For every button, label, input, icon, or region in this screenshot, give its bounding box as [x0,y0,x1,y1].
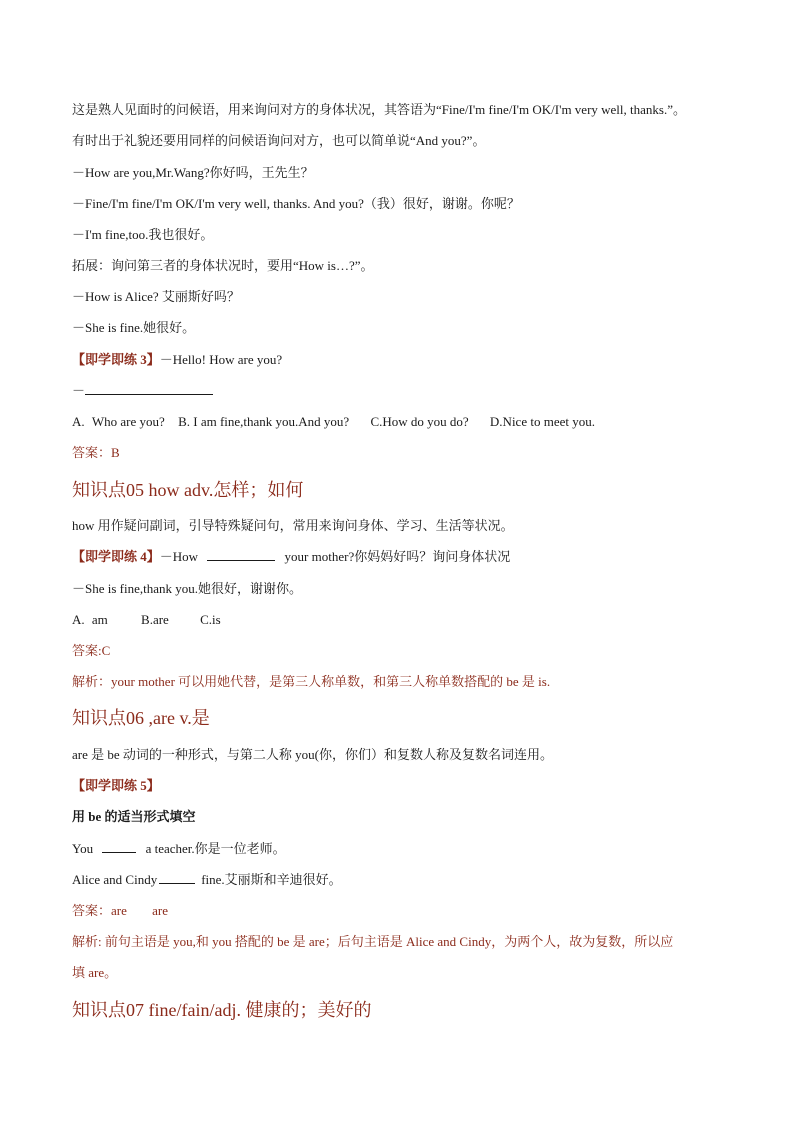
practice-5-tag: 【即学即练 5】 [72,778,160,793]
option-a-label: A. [72,612,85,627]
practice-3-text: －Hello! How are you? [159,352,283,367]
practice-4-tag: 【即学即练 4】 [72,549,160,564]
extension-note: 拓展：询问第三者的身体状况时，要用“How is…?”。 [72,258,374,273]
sentence-1-blank [102,840,136,853]
practice-4-analysis: 解析：your mother 可以用她代替，是第三人称单数，和第三人称单数搭配的 be 是 is. [72,674,551,689]
practice-3-tag: 【即学即练 3】 [72,352,160,367]
sentence-2-blank [159,871,195,884]
practice-4-pre: －How [159,549,199,564]
practice-4-blank [207,548,275,561]
sentence-2-post: fine.艾丽斯和辛迪很好。 [201,872,342,887]
sentence-1-post: a teacher.你是一位老师。 [145,841,286,856]
practice-4-options [72,611,221,629]
answer-dash: － [72,383,86,398]
intro-line-2: 有时出于礼貌还要用同样的问候语询问对方，也可以简单说“And you?”。 [72,133,486,148]
option-b: B.are [141,612,169,627]
practice-4-answer: 答案:C [72,643,111,658]
option-d: D.Nice to meet you. [489,414,595,429]
option-a: am [91,612,108,627]
knowledge-point-05-heading: 知识点05 how adv.怎样；如何 [72,480,304,500]
practice-3-answer: 答案：B [72,445,120,460]
example-line-1: －How are you,Mr.Wang?你好吗，王先生？ [72,165,314,180]
practice-4-question [72,548,510,566]
knowledge-point-06-heading: 知识点06 ,are v.是 [72,708,210,728]
option-a-label: A. [72,414,85,429]
kp06-description: are 是 be 动词的一种形式，与第二人称 you(你，你们）和复数人称及复数名词连用。 [72,747,553,762]
option-b: B. I am fine,thank you.And you? [178,414,350,429]
kp05-description: how 用作疑问副词，引导特殊疑问句，常用来询问身体、学习、生活等状况。 [72,518,514,533]
option-c: C.How do you do? [370,414,469,429]
option-a: Who are you? [91,414,165,429]
practice-5-sentence-1 [72,840,286,858]
option-c: C.is [200,612,221,627]
knowledge-point-07-heading: 知识点07 fine/fain/adj. 健康的；美好的 [72,1000,372,1020]
sentence-2-pre: Alice and Cindy [72,872,158,887]
practice-3-question [72,351,282,369]
example-line-5: －She is fine.她很好。 [72,320,196,335]
sentence-1-pre: You [72,841,94,856]
practice-5-analysis-line-1: 解析: 前句主语是 you,和 you 搭配的 be 是 are；后句主语是 Alice and Cindy，为两个人，故为复数，所以应 [72,934,674,949]
practice-4-post: your mother?你妈妈好吗？询问身体状况 [284,549,511,564]
example-line-3: －I'm fine,too.我也很好。 [72,227,214,242]
practice-5-instruction: 用 be 的适当形式填空 [72,809,196,824]
answer-1: 答案：are [72,903,127,918]
answer-2: are [152,903,168,918]
practice-3-options [72,413,595,431]
answer-blank [85,382,213,395]
intro-line-1: 这是熟人见面时的问候语，用来询问对方的身体状况，其答语为“Fine/I'm fine/I'm OK/I'm very well, thanks.”。 [72,102,686,117]
practice-5-analysis-line-2: 填 are。 [72,965,118,980]
example-line-2: －Fine/I'm fine/I'm OK/I'm very well, thanks. And you?（我）很好，谢谢。你呢？ [72,196,520,211]
example-line-4: －How is Alice? 艾丽斯好吗？ [72,289,240,304]
practice-3-answer-line [72,382,213,400]
practice-5-sentence-2 [72,871,342,889]
practice-4-reply: －She is fine,thank you.她很好，谢谢你。 [72,581,303,596]
practice-5-answer [72,902,168,920]
